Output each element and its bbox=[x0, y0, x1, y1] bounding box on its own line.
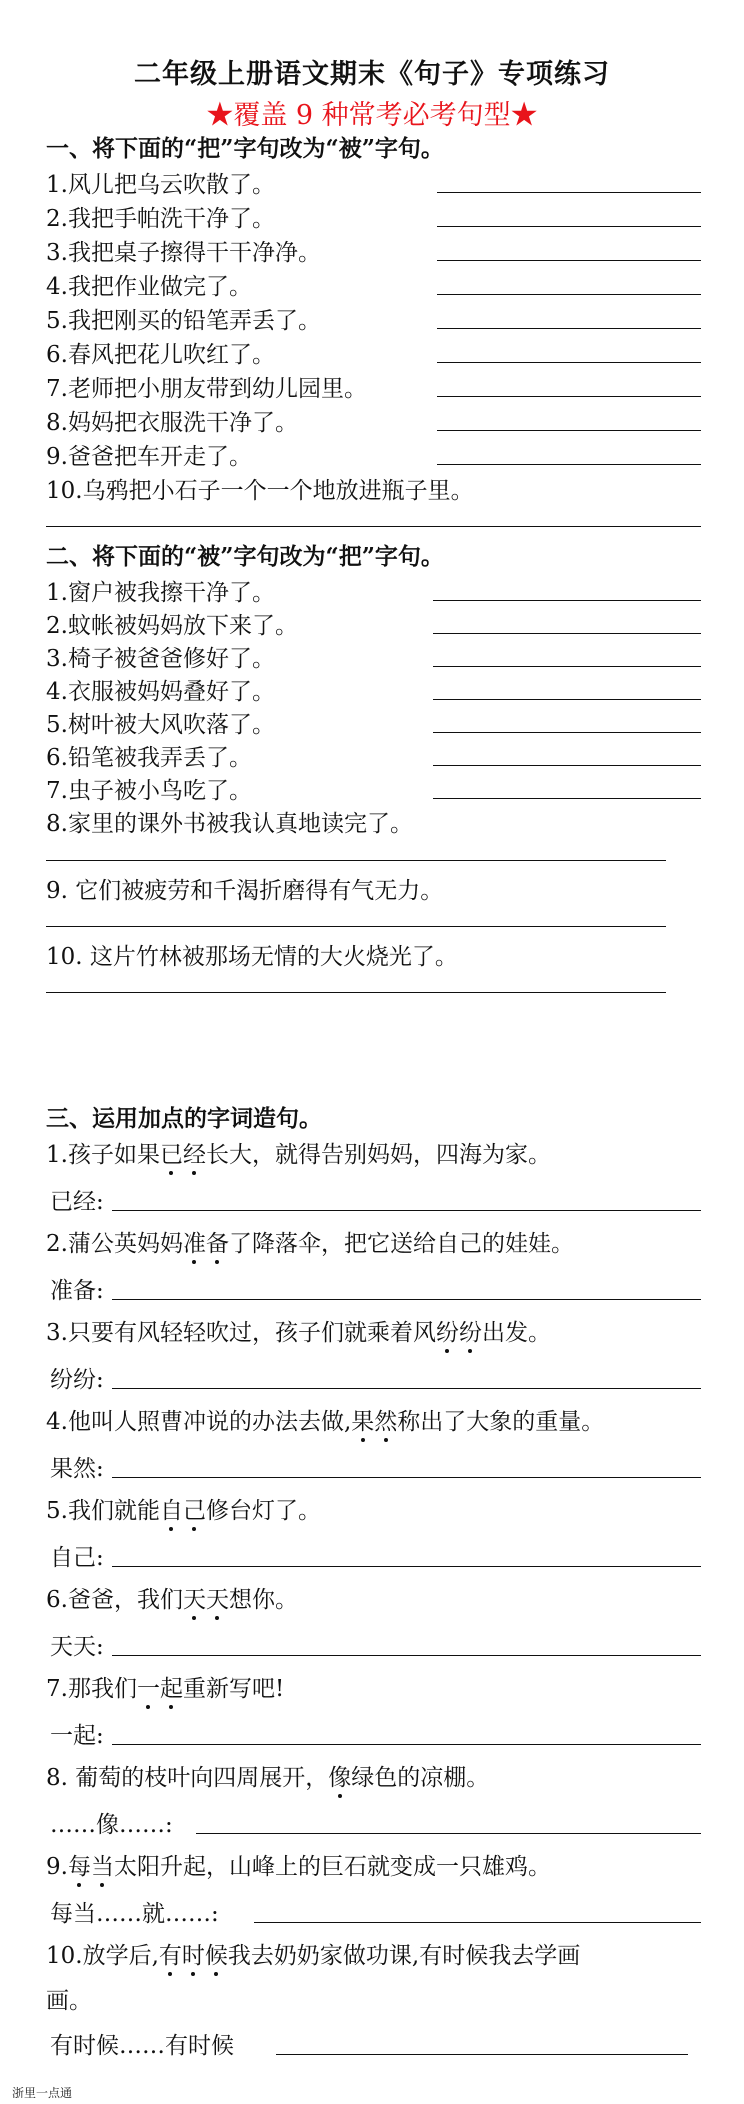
s1-item-4: 4.我把作业做完了。 bbox=[46, 274, 252, 300]
s3-label-8: ……像……: bbox=[50, 1812, 173, 1838]
s3-label-4: 果然: bbox=[50, 1456, 104, 1482]
s2-answer-line-8[interactable] bbox=[46, 860, 666, 861]
s2-item-9: 9. 它们被疲劳和千渴折磨得有气无力。 bbox=[46, 878, 444, 904]
page-subtitle: ★覆盖 9 种常考必考句型★ bbox=[206, 100, 538, 131]
s3-dotted-word-8: 像 bbox=[328, 1765, 351, 1791]
s3-dotted-word-1: 已经 bbox=[160, 1142, 206, 1168]
s3-dotted-word-5: 自己 bbox=[160, 1498, 206, 1524]
s2-answer-line-7[interactable] bbox=[433, 798, 701, 799]
s2-answer-line-6[interactable] bbox=[433, 765, 701, 766]
s1-answer-line-1[interactable] bbox=[437, 192, 701, 193]
s3-sentence-8: 8. 葡萄的枝叶向四周展开，像绿色的凉棚。 bbox=[46, 1759, 489, 1792]
s3-label-7: 一起: bbox=[50, 1723, 104, 1749]
s3-label-6: 天天: bbox=[50, 1634, 104, 1660]
s1-item-10: 10.乌鸦把小石子一个一个地放进瓶子里。 bbox=[46, 478, 474, 504]
s3-label-3: 纷纷: bbox=[50, 1367, 104, 1393]
s3-answer-line-7[interactable] bbox=[112, 1744, 701, 1745]
s2-answer-line-10[interactable] bbox=[46, 992, 666, 993]
s2-item-10: 10. 这片竹林被那场无情的大火烧光了。 bbox=[46, 944, 458, 970]
section1-heading: 一、将下面的“把”字句改为“被”字句。 bbox=[46, 135, 444, 162]
s2-item-4: 4.衣服被妈妈叠好了。 bbox=[46, 679, 275, 705]
s2-answer-line-4[interactable] bbox=[433, 699, 701, 700]
s2-item-3: 3.椅子被爸爸修好了。 bbox=[46, 646, 275, 672]
s2-item-2: 2.蚊帐被妈妈放下来了。 bbox=[46, 613, 298, 639]
s3-sentence-6: 6.爸爸，我们天天想你。 bbox=[46, 1581, 298, 1614]
s1-item-7: 7.老师把小朋友带到幼儿园里。 bbox=[46, 376, 367, 402]
s1-answer-line-8[interactable] bbox=[437, 430, 701, 431]
s1-answer-line-10[interactable] bbox=[46, 526, 701, 527]
footer-watermark: 浙里一点通 bbox=[12, 2086, 73, 2100]
s1-item-3: 3.我把桌子擦得干干净净。 bbox=[46, 240, 321, 266]
s3-answer-line-1[interactable] bbox=[112, 1210, 701, 1211]
s3-dotted-word-2: 准备 bbox=[183, 1231, 229, 1257]
s3-answer-line-2[interactable] bbox=[112, 1299, 701, 1300]
s2-item-8: 8.家里的课外书被我认真地读完了。 bbox=[46, 811, 413, 837]
s1-item-6: 6.春风把花儿吹红了。 bbox=[46, 342, 275, 368]
s3-answer-line-5[interactable] bbox=[112, 1566, 701, 1567]
s3-answer-line-8[interactable] bbox=[196, 1833, 701, 1834]
s1-answer-line-4[interactable] bbox=[437, 294, 701, 295]
s1-item-1: 1.风儿把乌云吹散了。 bbox=[46, 172, 275, 198]
s2-item-7: 7.虫子被小鸟吃了。 bbox=[46, 778, 252, 804]
s2-answer-line-5[interactable] bbox=[433, 732, 701, 733]
s1-item-8: 8.妈妈把衣服洗干净了。 bbox=[46, 410, 298, 436]
s3-sentence-1: 1.孩子如果已经长大，就得告别妈妈，四海为家。 bbox=[46, 1136, 551, 1169]
s2-answer-line-2[interactable] bbox=[433, 633, 701, 634]
s2-item-6: 6.铅笔被我弄丢了。 bbox=[46, 745, 252, 771]
s1-answer-line-3[interactable] bbox=[437, 260, 701, 261]
s3-label-1: 已经: bbox=[50, 1189, 104, 1215]
s3-dotted-word-10: 有时候 bbox=[159, 1943, 228, 1969]
s2-item-1: 1.窗户被我擦干净了。 bbox=[46, 580, 275, 606]
s3-answer-line-4[interactable] bbox=[112, 1477, 701, 1478]
s2-item-5: 5.树叶被大风吹落了。 bbox=[46, 712, 275, 738]
s1-answer-line-6[interactable] bbox=[437, 362, 701, 363]
s3-dotted-word-6: 天天 bbox=[183, 1587, 229, 1613]
s1-item-5: 5.我把刚买的铅笔弄丢了。 bbox=[46, 308, 321, 334]
s1-answer-line-9[interactable] bbox=[437, 464, 701, 465]
s1-answer-line-2[interactable] bbox=[437, 226, 701, 227]
s1-answer-line-5[interactable] bbox=[437, 328, 701, 329]
s1-item-9: 9.爸爸把车开走了。 bbox=[46, 444, 252, 470]
s2-answer-line-9[interactable] bbox=[46, 926, 666, 927]
s1-answer-line-7[interactable] bbox=[437, 396, 701, 397]
s3-sentence-4: 4.他叫人照曹冲说的办法去做,果然称出了大象的重量。 bbox=[46, 1403, 604, 1436]
s3-answer-line-10[interactable] bbox=[276, 2054, 688, 2055]
s3-label-9: 每当……就……: bbox=[50, 1901, 219, 1927]
s3-sentence-10-wrap: 画。 bbox=[46, 1988, 92, 2014]
s3-label-5: 自己: bbox=[50, 1545, 104, 1571]
s3-sentence-2: 2.蒲公英妈妈准备了降落伞，把它送给自己的娃娃。 bbox=[46, 1225, 574, 1258]
s3-sentence-5: 5.我们就能自己修台灯了。 bbox=[46, 1492, 321, 1525]
s3-sentence-9: 9.每当太阳升起，山峰上的巨石就变成一只雄鸡。 bbox=[46, 1848, 551, 1881]
section2-heading: 二、将下面的“被”字句改为“把”字句。 bbox=[46, 543, 444, 570]
s3-dotted-word-9: 每当 bbox=[68, 1854, 114, 1880]
s3-dotted-word-3: 纷纷 bbox=[436, 1320, 482, 1346]
s3-sentence-10: 10.放学后,有时候我去奶奶家做功课,有时候我去学画 bbox=[46, 1937, 580, 1970]
s3-sentence-7: 7.那我们一起重新写吧! bbox=[46, 1670, 284, 1703]
s2-answer-line-1[interactable] bbox=[433, 600, 701, 601]
s3-answer-line-9[interactable] bbox=[254, 1922, 701, 1923]
s3-answer-line-3[interactable] bbox=[112, 1388, 701, 1389]
section3-heading: 三、运用加点的字词造句。 bbox=[46, 1105, 322, 1132]
s3-dotted-word-4: 果然 bbox=[351, 1409, 397, 1435]
page-title: 二年级上册语文期末《句子》专项练习 bbox=[134, 59, 610, 90]
s3-label-10: 有时候……有时候 bbox=[50, 2033, 234, 2059]
s3-sentence-3: 3.只要有风轻轻吹过，孩子们就乘着风纷纷出发。 bbox=[46, 1314, 551, 1347]
s1-item-2: 2.我把手帕洗干净了。 bbox=[46, 206, 275, 232]
s3-label-2: 准备: bbox=[50, 1278, 104, 1304]
s3-dotted-word-7: 一起 bbox=[137, 1676, 183, 1702]
s3-answer-line-6[interactable] bbox=[112, 1655, 701, 1656]
s2-answer-line-3[interactable] bbox=[433, 666, 701, 667]
